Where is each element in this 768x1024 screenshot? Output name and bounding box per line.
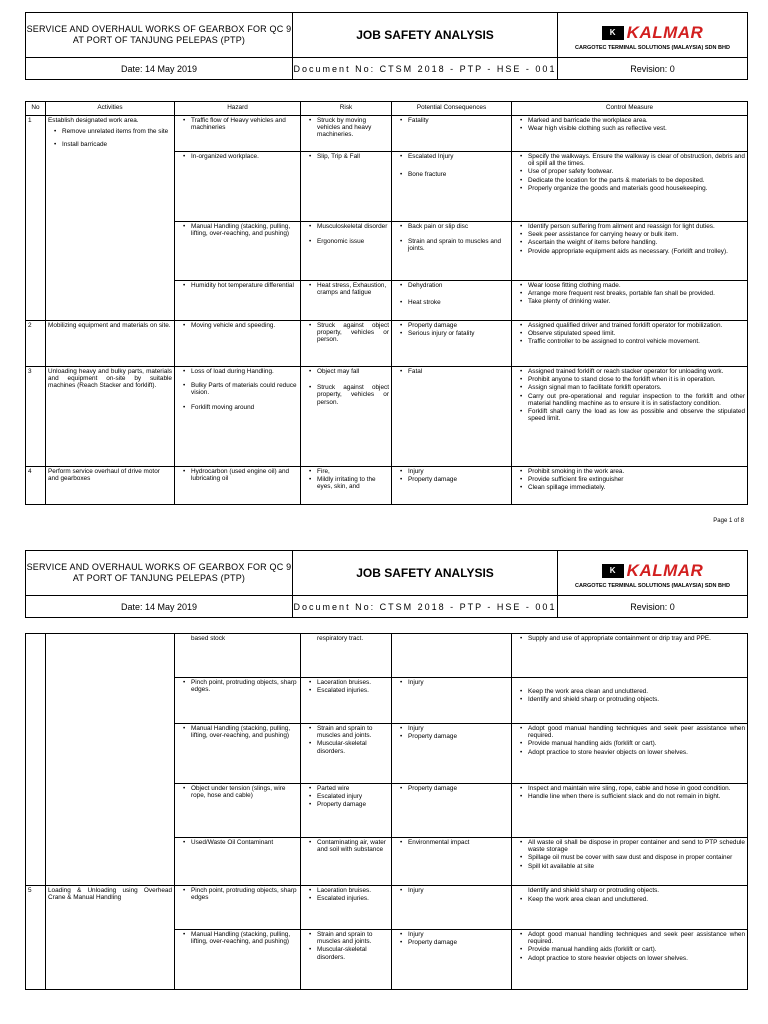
hazard-cell [175,724,301,784]
list-item: • Forklift moving around [191,404,298,411]
list-item: • Identify and shield sharp or protruding objects. [528,696,745,703]
list-item: • Properly organize the goods and materials good housekeeping. [528,185,745,192]
risk-cell [301,281,392,321]
document-title: JOB SAFETY ANALYSIS [293,551,558,596]
list-item: • Install barricade [62,141,172,148]
hazard-cell: based stock [175,634,301,678]
control-cell [512,634,748,678]
hazard-cell [175,678,301,724]
hazard-cell [175,281,301,321]
list-item: • Property damage [408,733,509,740]
list-item: • Muscular-skeletal disorders. [317,946,389,960]
consequence-cell [392,116,512,152]
list-item: • Struck against object property, vehicles or person. [317,384,389,406]
list-item: • Moving vehicle and speeding. [191,322,298,329]
list-item: • In-organized workplace. [191,153,298,160]
activity-text: Mobilizing equipment and materials on site. [46,321,175,367]
list-item: • Clean spillage immediately. [528,484,745,491]
list-item: • Laceration bruises. [317,887,389,894]
project-title: SERVICE AND OVERHAUL WORKS OF GEARBOX FOR QC 9 AT PORT OF TANJUNG PELEPAS (PTP) [26,551,293,596]
table-row [26,467,748,505]
table-header-row [26,102,748,116]
kalmar-logo-icon: K [602,564,624,578]
list-item: • All waste oil shall be dispose in proper container and send to PTP schedule waste storage [528,839,745,853]
document-title: JOB SAFETY ANALYSIS [293,13,558,58]
risk-cell [301,321,392,367]
list-item: • Dedicate the location for the parts & materials to be deposited. [528,177,745,184]
control-cell [512,116,748,152]
list-item: • Manual Handling (stacking, pulling, lifting, over-reaching, and pushing) [191,931,298,945]
project-title: SERVICE AND OVERHAUL WORKS OF GEARBOX FOR QC 9 AT PORT OF TANJUNG PELEPAS (PTP) [26,13,293,58]
list-item: • Escalated injury [317,793,389,800]
list-item: • Adopt good manual handling techniques and seek peer assistance when required. [528,931,745,945]
list-item: • Observe stipulated speed limit. [528,330,745,337]
list-item: • Fatality [408,117,509,124]
control-cell [512,886,748,930]
control-text: Identify and shield sharp or protruding objects. [528,887,660,894]
list-item: • Parted wire [317,785,389,792]
list-item: • Pinch point, protruding objects, sharp edges. [191,679,298,693]
list-item: • Assigned qualified driver and trained forklift operator for mobilization. [528,322,745,329]
list-item: • Muscular-skeletal disorders. [317,740,389,754]
list-item: • Manual Handling (stacking, pulling, lifting, over-reaching, and pushing) [191,223,298,237]
risk-cell [301,116,392,152]
hazard-cell [175,784,301,838]
jsa-table-page-1 [25,101,748,505]
hazard-cell [175,886,301,930]
list-item: • Assigned trained forklift or reach stacker operator for unloading work. [528,368,745,375]
activity-text: Perform service overhaul of drive motor and gearboxes [46,467,175,505]
list-item: • Remove unrelated items from the site [62,128,172,135]
document-revision: Revision: 0 [558,58,748,80]
document-revision: Revision: 0 [558,596,748,618]
table-row [26,367,748,467]
document-header [25,550,748,618]
list-item: • Escalated injuries. [317,687,389,694]
list-item: • Fatal [408,368,509,375]
list-item: • Inspect and maintain wire sling, rope, cable and hose in good condition. [528,785,745,792]
document-header [25,12,748,80]
list-item: • Slip, Trip & Fall [317,153,389,160]
table-row [26,634,748,678]
list-item: • Take plenty of drinking water. [528,298,745,305]
list-item: • Wear loose fitting clothing made. [528,282,745,289]
list-item: • Assign signal man to facilitate forklift operators. [528,384,745,391]
table-row [26,321,748,367]
list-item: • Injury [408,725,509,732]
list-item: • Property damage [408,785,509,792]
consequence-cell [392,281,512,321]
control-cell [512,222,748,281]
list-item: • Heat stroke [408,299,509,306]
column-header-hazard: Hazard [175,102,301,116]
risk-cell [301,678,392,724]
list-item: • Used/Waste Oil Contaminant [191,839,298,846]
list-item: • Object may fall [317,368,389,375]
company-name: CARGOTEC TERMINAL SOLUTIONS (MALAYSIA) SDN BHD [575,582,730,589]
list-item: • Prohibit smoking in the work area. [528,468,745,475]
document-number: Document No: CTSM 2018 - PTP - HSE - 001 [293,58,558,80]
list-item: • Keep the work area clean and uncluttered. [528,896,745,903]
column-header-consequence: Potential Consequences [392,102,512,116]
list-item: • Ascertain the weight of items before handling. [528,239,745,246]
risk-cell [301,930,392,990]
list-item: • Injury [408,679,509,686]
hazard-cell [175,222,301,281]
row-number: 5 [26,886,46,990]
company-logo-block [558,551,748,596]
list-item: • Environmental impact [408,839,509,846]
list-item: • Handle line when there is sufficient slack and do not remain in bight. [528,793,745,800]
activity-text [46,634,175,886]
list-item: • Contaminating air, water and soil with substance [317,839,389,853]
list-item: • Escalated injuries. [317,895,389,902]
list-item: • Provide manual handling aids (forklift or cart). [528,740,745,747]
company-name: CARGOTEC TERMINAL SOLUTIONS (MALAYSIA) SDN BHD [575,44,730,51]
list-item: • Bulky Parts of materials could reduce vision. [191,382,298,396]
document-date: Date: 14 May 2019 [26,58,293,80]
consequence-cell [392,930,512,990]
list-item: • Loss of load during Handling. [191,368,298,375]
list-item: • Mildly irritating to the eyes, skin, and [317,476,389,490]
list-item: • Laceration bruises. [317,679,389,686]
activity-text: Establish designated work area. [48,117,139,124]
consequence-cell [392,634,512,678]
list-item: • Hydrocarbon (used engine oil) and lubricating oil [191,468,298,482]
consequence-cell [392,321,512,367]
list-item: • Seek peer assistance for carrying heavy or bulk item. [528,231,745,238]
list-item: • Carry out pre-operational and regular inspection to the forklift and other material handling machine as to ensure it is in satisfactory condition. [528,393,745,407]
hazard-cell [175,321,301,367]
control-cell [512,321,748,367]
column-header-activities: Activities [46,102,175,116]
kalmar-logo-text: KALMAR [626,22,704,42]
list-item: • Provide sufficient fire extinguisher [528,476,745,483]
jsa-table-page-2 [25,633,748,990]
list-item: • Specify the walkways. Ensure the walkway is clear of obstruction, debris and oil spill all the times. [528,153,745,167]
risk-cell [301,886,392,930]
list-item: • Prohibit anyone to stand close to the forklift when it is in operation. [528,376,745,383]
list-item: • Bone fracture [408,171,509,178]
row-number: 2 [26,321,46,367]
list-item: • Supply and use of appropriate containment or drip tray and PPE. [528,635,745,642]
control-cell [512,838,748,886]
hazard-cell [175,367,301,467]
row-number [26,634,46,886]
list-item: • Traffic controller to be assigned to control vehicle movement. [528,338,745,345]
list-item: • Spill kit available at site [528,863,745,870]
document-date: Date: 14 May 2019 [26,596,293,618]
list-item: • Strain and sprain to muscles and joints. [408,238,509,252]
column-header-control: Control Measure [512,102,748,116]
list-item: • Adopt good manual handling techniques and seek peer assistance when required. [528,725,745,739]
activity-cell [46,116,175,321]
list-item: • Marked and barricade the workplace area. [528,117,745,124]
list-item: • Serious injury or fatality [408,330,509,337]
list-item: • Use of proper safety footwear. [528,168,745,175]
list-item: • Forklift shall carry the load as low as possible and observe the stipulated speed limit. [528,408,745,422]
risk-cell [301,367,392,467]
table-row [26,886,748,930]
kalmar-logo-icon: K [602,26,624,40]
row-number: 1 [26,116,46,321]
consequence-cell [392,724,512,784]
list-item: • Ergonomic issue [317,238,389,245]
list-item: • Struck by moving vehicles and heavy machineries. [317,117,389,139]
list-item: • Keep the work area clean and uncluttered. [528,688,745,695]
table-row [26,116,748,152]
control-cell [512,724,748,784]
control-cell [512,281,748,321]
risk-cell [301,152,392,222]
list-item: • Manual Handling (stacking, pulling, lifting, over-reaching, and pushing) [191,725,298,739]
consequence-cell [392,784,512,838]
list-item: • Adopt practice to store heavier objects on lower shelves. [528,749,745,756]
list-item: • Injury [408,468,509,475]
list-item: • Pinch point, protruding objects, sharp edges [191,887,298,901]
list-item: • Dehydration [408,282,509,289]
hazard-cell [175,152,301,222]
control-cell [512,467,748,505]
list-item: • Wear high visible clothing such as reflective vest. [528,125,745,132]
activity-text: Loading & Unloading using Overhead Crane & Manual Handling [46,886,175,990]
row-number: 4 [26,467,46,505]
list-item: • Humidity hot temperature differential [191,282,298,289]
consequence-cell [392,838,512,886]
list-item: • Identify person suffering from ailment and reassign for light duties. [528,223,745,230]
consequence-cell [392,222,512,281]
list-item: • Injury [408,931,509,938]
control-cell [512,367,748,467]
column-header-no: No [26,102,46,116]
consequence-cell [392,678,512,724]
company-logo-block [558,13,748,58]
hazard-cell [175,930,301,990]
list-item: • Struck against object property, vehicles or person. [317,322,389,344]
list-item: • Provide appropriate equipment aids as necessary. (Forklift and trolley). [528,248,745,255]
list-item: • Back pain or slip disc [408,223,509,230]
activity-text: Unloading heavy and bulky parts, materials and equipment on-site by suitable machines (Reach Stacker and forklift). [46,367,175,467]
list-item: • Property damage [408,322,509,329]
list-item: • Escalated Injury [408,153,509,160]
kalmar-logo-text: KALMAR [626,560,704,580]
row-number: 3 [26,367,46,467]
risk-cell [301,467,392,505]
hazard-cell [175,116,301,152]
control-cell [512,930,748,990]
list-item: • Injury [408,887,509,894]
list-item: • Musculoskeletal disorder [317,223,389,230]
list-item: • Spillage oil must be cover with saw dust and dispose in proper container [528,854,745,861]
list-item: • Provide manual handling aids (forklift or cart). [528,946,745,953]
page-number: Page 1 of 8 [713,518,744,524]
list-item: • Property damage [317,801,389,808]
list-item: • Strain and sprain to muscles and joints. [317,931,389,945]
list-item: • Object under tension (slings, wire rope, hose and cable) [191,785,298,799]
hazard-cell [175,838,301,886]
control-cell [512,678,748,724]
control-cell [512,784,748,838]
consequence-cell [392,467,512,505]
control-cell [512,152,748,222]
list-item: • Arrange more frequent rest breaks, portable fan shall be provided. [528,290,745,297]
risk-cell [301,784,392,838]
list-item: • Adopt practice to store heavier objects on lower shelves. [528,955,745,962]
risk-cell [301,838,392,886]
column-header-risk: Risk [301,102,392,116]
document-number: Document No: CTSM 2018 - PTP - HSE - 001 [293,596,558,618]
list-item: • Strain and sprain to muscles and joints. [317,725,389,739]
list-item: • Fire, [317,468,389,475]
list-item: • Property damage [408,939,509,946]
list-item: • Heat stress, Exhaustion, cramps and fatigue [317,282,389,296]
risk-cell [301,724,392,784]
consequence-cell [392,152,512,222]
risk-cell: respiratory tract. [301,634,392,678]
risk-cell [301,222,392,281]
hazard-cell [175,467,301,505]
list-item: • Property damage [408,476,509,483]
list-item: • Traffic flow of Heavy vehicles and machineries [191,117,298,131]
consequence-cell [392,367,512,467]
consequence-cell [392,886,512,930]
